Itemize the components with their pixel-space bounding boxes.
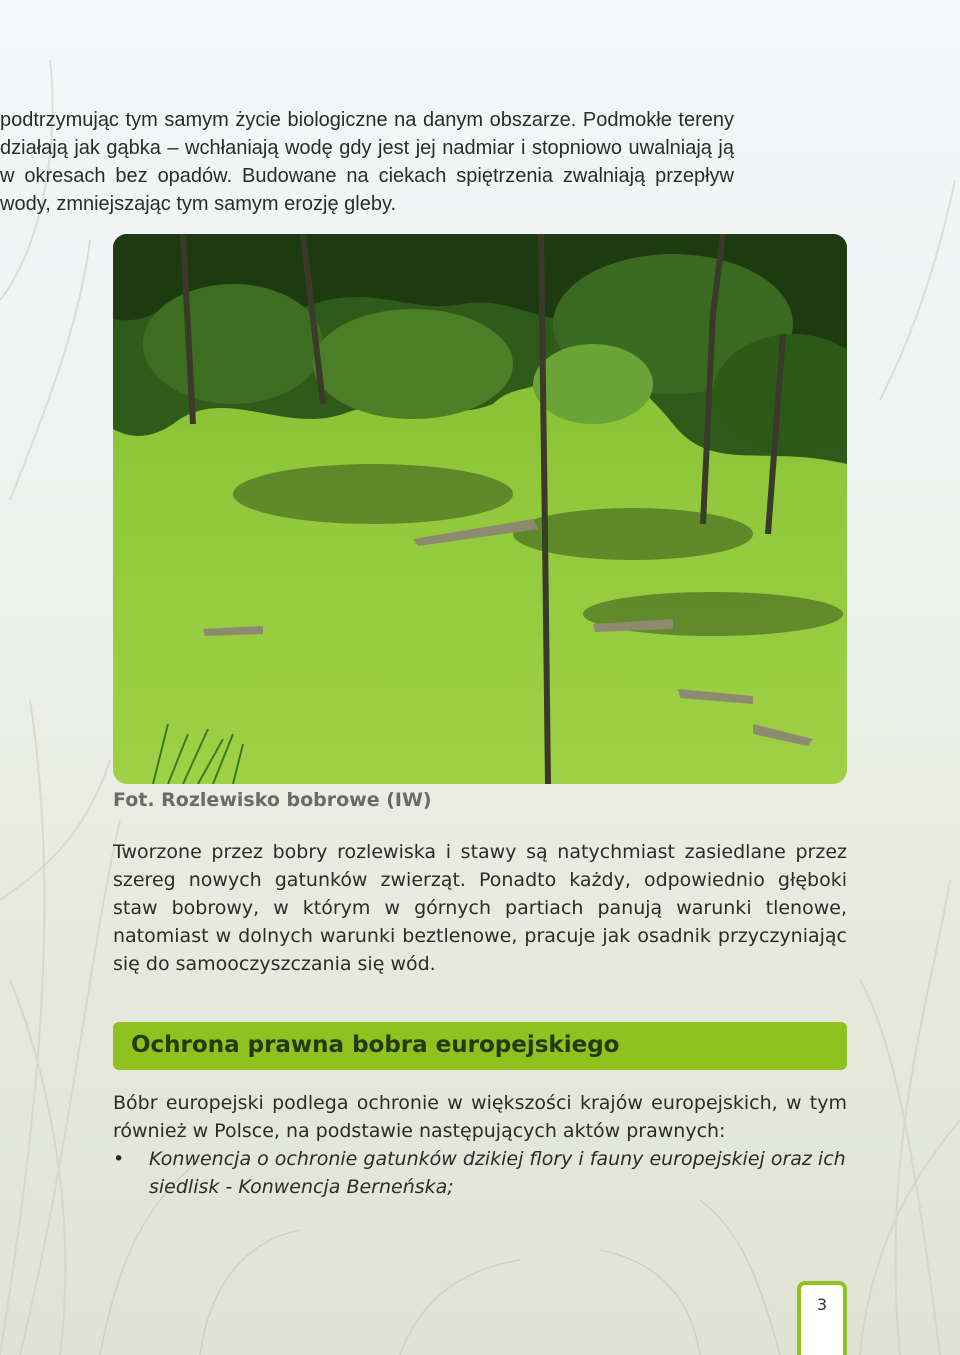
photo-caption: Fot. Rozlewisko bobrowe (IW) <box>113 789 432 811</box>
intro-paragraph: podtrzymując tym samym życie biologiczne na danym obszarze. Podmokłe tereny działają jak gąbka – wchłaniają wodę gdy jest jej nadmiar i stopniowo uwalniają ją w okresach bez opadów. Budowane na ciekach spiętrzenia zwalniają przepływ wody, zmniejszając tym samym erozję gleby. <box>0 109 734 215</box>
beaver-pond-photo <box>113 234 847 784</box>
paragraph-beaver-ponds: Tworzone przez bobry rozlewiska i stawy są natychmiast zasiedlane przez szereg nowych gatunków zwierząt. Ponadto każdy, odpowiednio głęboki staw bobrowy, w którym w górnych partiach panują warunki tlenowe, natomiast w dolnych warunki beztlenowe, pracuje jak osadnik przyczyniając się do samooczyszczania się wód. <box>113 841 847 975</box>
section-heading: Ochrona prawna bobra europejskiego <box>131 1032 620 1058</box>
legal-acts-list <box>113 1145 847 1201</box>
bullet-icon: • <box>113 1148 125 1170</box>
section-heading-banner <box>113 1022 847 1070</box>
paragraph-legal-protection: Bóbr europejski podlega ochronie w większości krajów europejskich, w tym również w Polsce, na podstawie następujących aktów prawnych: <box>113 1092 847 1142</box>
list-item-text: Konwencja o ochronie gatunków dzikiej flory i fauny europejskiej oraz ich siedlisk - Konwencja Berneńska; <box>149 1148 846 1198</box>
page-number: 3 <box>816 1295 828 1314</box>
list-item <box>113 1145 847 1201</box>
page-number-tab <box>797 1281 847 1355</box>
